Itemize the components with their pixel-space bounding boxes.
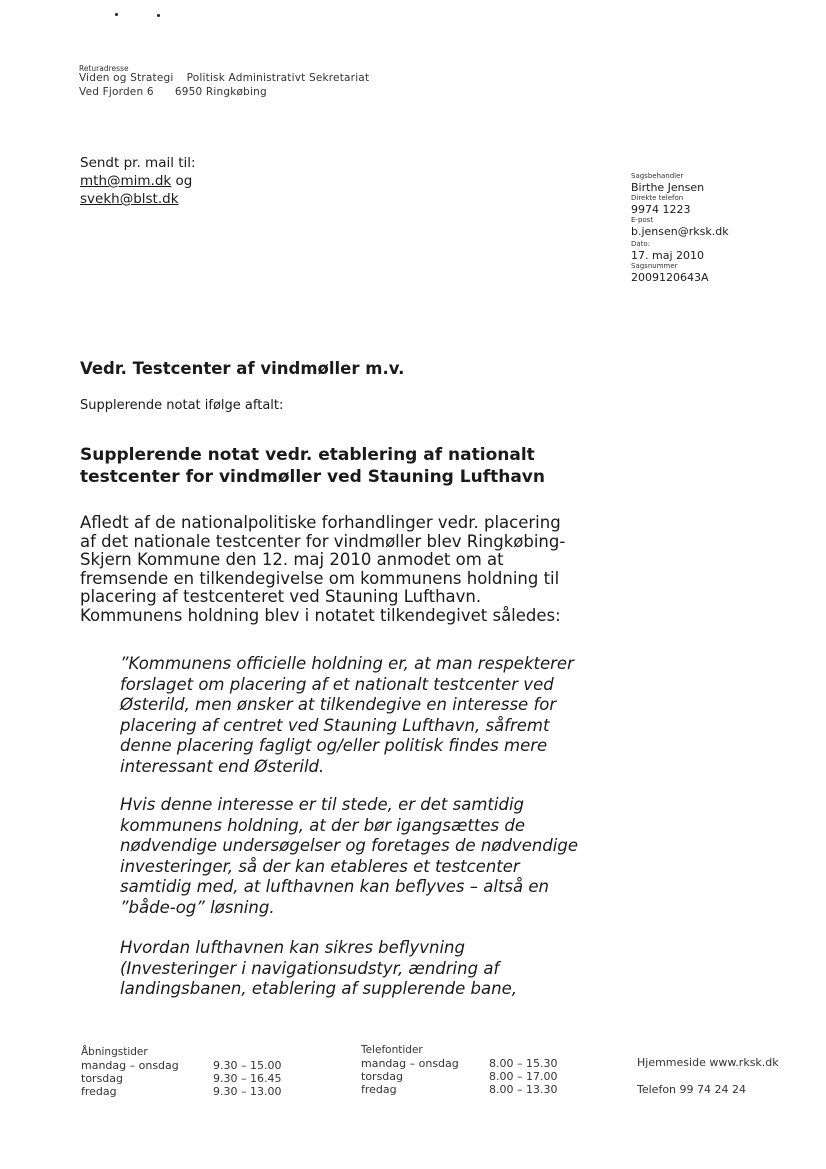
quote-line: forslaget om placering af et nationalt testcenter ved: [120, 674, 554, 694]
quote-line: interessant end Østerild.: [120, 756, 325, 776]
phone-hours-day: mandag – onsdag: [361, 1057, 459, 1070]
return-address-label: Returadresse: [79, 64, 129, 73]
opening-hours-header: Åbningstider: [81, 1046, 148, 1058]
document-date: 17. maj 2010: [631, 249, 704, 262]
opening-time: 9.30 – 15.00: [213, 1059, 282, 1072]
quote-line: denne placering fagligt og/eller politisk findes mere: [120, 736, 548, 755]
opening-day: fredag: [81, 1085, 117, 1098]
quote-line: Østerild, men ønsker at tilkendegive en interesse for: [120, 695, 557, 714]
section-heading-line: Supplerende notat vedr. etablering af nationalt: [80, 445, 535, 465]
opening-day: torsdag: [81, 1072, 124, 1085]
quote-line: ”Kommunens officielle holdning er, at man respekterer: [120, 654, 574, 673]
quote-line: ”både-og” løsning.: [120, 897, 275, 917]
phone-hours-block: [361, 1044, 557, 1096]
opening-day: mandag – onsdag: [81, 1059, 179, 1072]
scan-speck: [115, 13, 118, 16]
quote-line: placering af centret ved Stauning Lufthavn, såfremt: [120, 715, 550, 735]
table-row: [361, 1070, 557, 1083]
return-address-line1: [79, 72, 369, 84]
opening-hours-table: [81, 1059, 281, 1098]
subnote: Supplerende notat ifølge aftalt:: [80, 398, 284, 413]
quote-line: nødvendige undersøgelser og foretages de nødvendige: [120, 836, 578, 855]
return-address-street: Ved Fjorden 6: [79, 86, 154, 98]
handler-name: Birthe Jensen: [631, 181, 705, 194]
body-line: Kommunens holdning blev i notatet tilkendegivet således:: [80, 605, 561, 625]
return-address-unit: Politisk Administrativt Sekretariat: [186, 72, 370, 84]
body-paragraph: [80, 514, 620, 625]
opening-time: 9.30 – 16.45: [213, 1072, 282, 1085]
quote-line: Hvordan lufthavnen kan sikres beflyvning: [120, 938, 465, 957]
recipients-intro: Sendt pr. mail til:: [80, 155, 196, 171]
quote-paragraph-3: [120, 938, 620, 1000]
section-heading-line: testcenter for vindmøller ved Stauning Lufthavn: [80, 467, 545, 487]
case-info-block: [631, 172, 729, 284]
quote-line: investeringer, så der kan etableres et testcenter: [120, 856, 520, 876]
phone-hours-header: Telefontider: [361, 1044, 423, 1056]
body-line: placering af testcenteret ved Stauning Lufthavn.: [80, 587, 482, 606]
table-row: [361, 1057, 557, 1070]
handler-label: Sagsbehandler: [631, 172, 684, 180]
quote-line: (Investeringer i navigationsudstyr, ændring af: [120, 958, 500, 978]
opening-hours-block: [81, 1046, 281, 1098]
phone-hours-day: fredag: [361, 1083, 397, 1096]
body-line: fremsende en tilkendegivelse om kommunens holdning til: [80, 568, 560, 588]
phone-hours-time: 8.00 – 17.00: [489, 1070, 558, 1083]
document-title: Vedr. Testcenter af vindmøller m.v.: [80, 359, 405, 378]
quote-paragraph-1: [120, 654, 620, 777]
phone-label: Direkte telefon: [631, 194, 684, 202]
date-label: Dato:: [631, 240, 651, 248]
footer-phone: Telefon 99 74 24 24: [637, 1083, 746, 1096]
phone-number: 9974 1223: [631, 203, 691, 216]
quote-line: landingsbanen, etablering af supplerende bane,: [120, 979, 517, 998]
case-number-label: Sagsnummer: [631, 262, 678, 270]
body-line: af det nationale testcenter for vindmøller blev Ringkøbing-: [80, 531, 566, 551]
phone-hours-table: [361, 1057, 557, 1096]
handler-email: b.jensen@rksk.dk: [631, 225, 729, 238]
return-address-dept: Viden og Strategi: [79, 72, 174, 84]
scan-speck: [157, 14, 160, 17]
email-link-blst[interactable]: svekh@blst.dk: [80, 191, 179, 207]
quote-line: kommunens holdning, at der bør igangsættes de: [120, 815, 525, 835]
footer-website: Hjemmeside www.rksk.dk: [637, 1056, 779, 1069]
case-number: 2009120643A: [631, 271, 709, 284]
phone-hours-day: torsdag: [361, 1070, 404, 1083]
table-row: [361, 1083, 557, 1096]
recipients-block: [80, 154, 196, 208]
phone-hours-time: 8.00 – 15.30: [489, 1057, 558, 1070]
return-address-city: 6950 Ringkøbing: [174, 86, 267, 98]
opening-time: 9.30 – 13.00: [213, 1085, 282, 1098]
table-row: [81, 1085, 281, 1098]
quote-line: samtidig med, at lufthavnen kan beflyves – altså en: [120, 877, 549, 896]
email-label: E-post: [631, 216, 654, 224]
return-address-line2: [79, 86, 267, 98]
section-heading: [80, 444, 580, 488]
table-row: [81, 1059, 281, 1072]
quote-line: Hvis denne interesse er til stede, er det samtidig: [120, 795, 525, 814]
body-line: Afledt af de nationalpolitiske forhandlinger vedr. placering: [80, 513, 561, 532]
phone-hours-time: 8.00 – 13.30: [489, 1083, 558, 1096]
email-link-mim[interactable]: mth@mim.dk: [80, 173, 172, 189]
quote-paragraph-2: [120, 795, 620, 918]
table-row: [81, 1072, 281, 1085]
body-line: Skjern Kommune den 12. maj 2010 anmodet om at: [80, 550, 504, 569]
recipients-connector: og: [175, 173, 193, 189]
